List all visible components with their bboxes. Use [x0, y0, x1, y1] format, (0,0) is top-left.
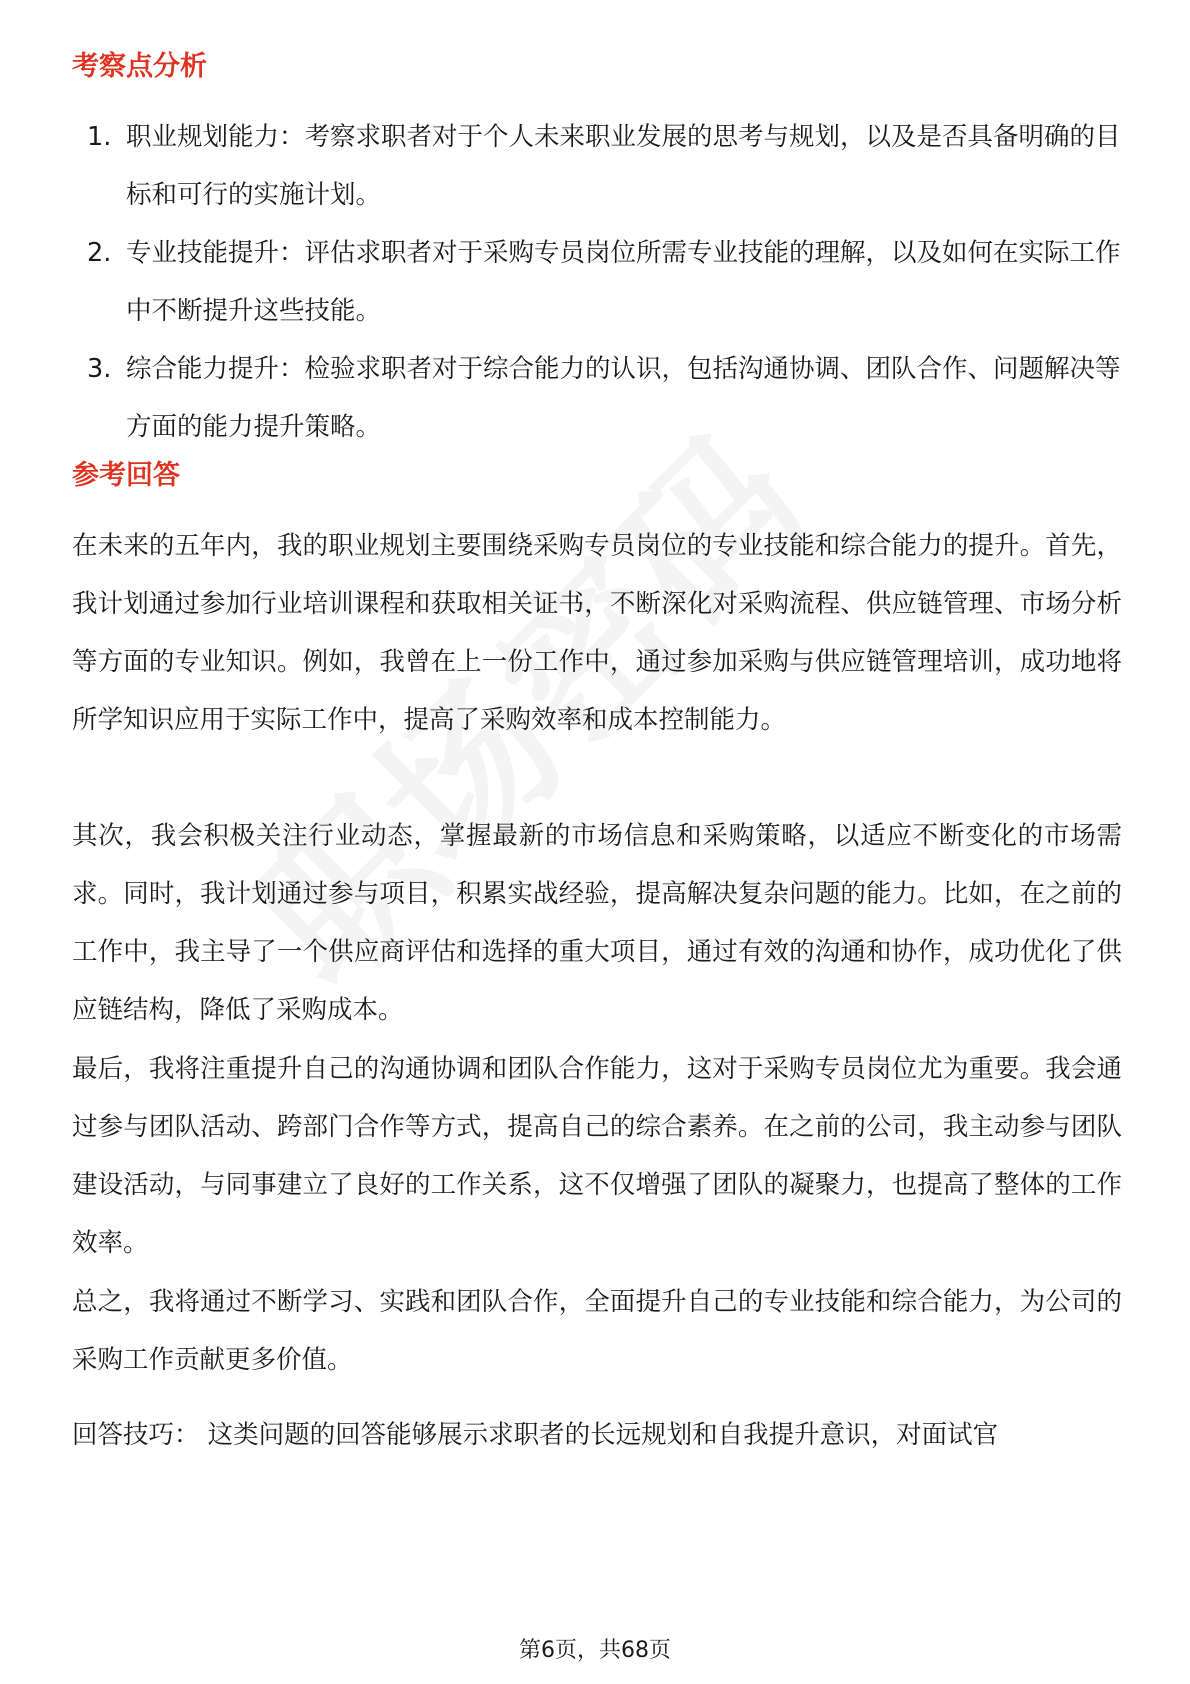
answer-paragraph: 在未来的五年内，我的职业规划主要围绕采购专员岗位的专业技能和综合能力的提升。首先，我计划通过参加行业培训课程和获取相关证书，不断深化对采购流程、供应链管理、市场分析等方面的专业知识。例如，我曾在上一份工作中，通过参加采购与供应链管理培训，成功地将所学知识应用于实际工作中，提高了采购效率和成本控制能力。: [72, 531, 1122, 735]
analysis-section-title: 考察点分析: [72, 51, 207, 82]
analysis-list: [72, 108, 1122, 456]
answer-paragraph: 最后，我将注重提升自己的沟通协调和团队合作能力，这对于采购专员岗位尤为重要。我会通过参与团队活动、跨部门合作等方式，提高自己的综合素养。在之前的公司，我主动参与团队建设活动，与同事建立了良好的工作关系，这不仅增强了团队的凝聚力，也提高了整体的工作效率。: [72, 1054, 1122, 1258]
answer-section-title: 参考回答: [72, 460, 180, 491]
list-item-text: 综合能力提升：检验求职者对于综合能力的认识，包括沟通协调、团队合作、问题解决等方面的能力提升策略。: [126, 354, 1121, 442]
answer-paragraph: 总之，我将通过不断学习、实践和团队合作，全面提升自己的专业技能和综合能力，为公司的采购工作贡献更多价值。: [72, 1287, 1122, 1375]
list-item-text: 职业规划能力：考察求职者对于个人未来职业发展的思考与规划，以及是否具备明确的目标和可行的实施计划。: [126, 122, 1121, 210]
list-item-text: 专业技能提升：评估求职者对于采购专员岗位所需专业技能的理解，以及如何在实际工作中不断提升这些技能。: [126, 238, 1121, 326]
analysis-list-item: [72, 340, 1122, 456]
list-item-number: 3.: [87, 354, 112, 384]
page-number: 第6页，共68页: [519, 1638, 671, 1663]
answer-tips-paragraph: 回答技巧： 这类问题的回答能够展示求职者的长远规划和自我提升意识，对面试官: [72, 1420, 999, 1450]
answer-paragraph: 其次，我会积极关注行业动态，掌握最新的市场信息和采购策略，以适应不断变化的市场需求。同时，我计划通过参与项目，积累实战经验，提高解决复杂问题的能力。比如，在之前的工作中，我主导了一个供应商评估和选择的重大项目，通过有效的沟通和协作，成功优化了供应链结构，降低了采购成本。: [72, 821, 1122, 1025]
list-item-number: 2.: [87, 238, 112, 268]
analysis-list-item: [72, 108, 1122, 224]
list-item-number: 1.: [87, 122, 112, 152]
analysis-list-item: [72, 224, 1122, 340]
